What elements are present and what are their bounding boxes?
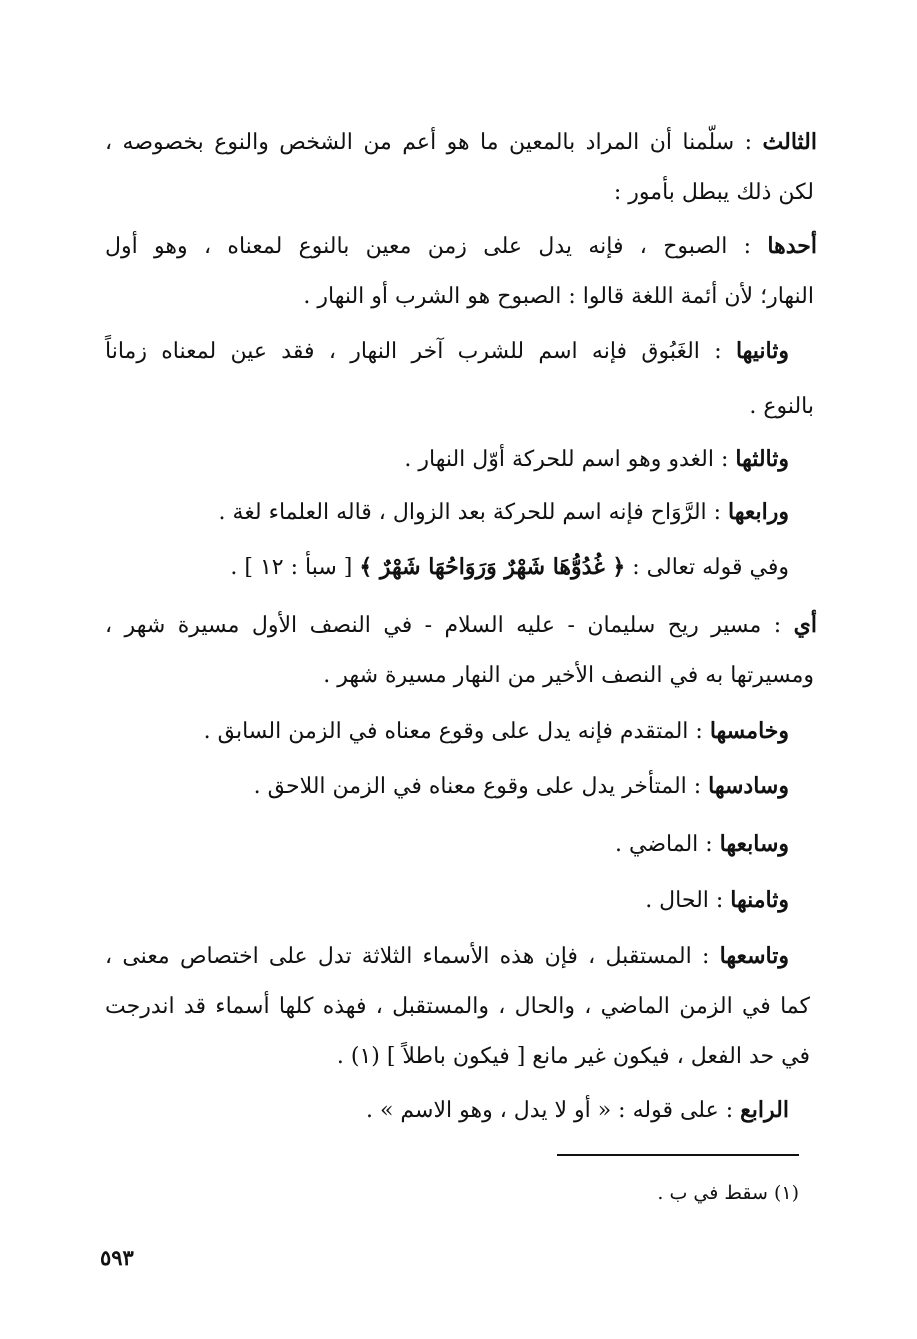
text-line: [105, 610, 817, 641]
line-text: : الغدو وهو اسم للحركة أوّل النهار .: [404, 447, 736, 472]
text-line: [77, 444, 789, 475]
line-text: : المستقبل ، فإن هذه الأسماء الثلاثة تدل على اختصاص معنى ،: [105, 944, 720, 969]
text-line: [77, 552, 789, 583]
page-number: ٥٩٣: [100, 1245, 134, 1270]
line-text: النهار؛ لأن أئمة اللغة قالوا : الصبوح هو الشرب أو النهار .: [303, 284, 814, 309]
line-text: كما في الزمن الماضي ، والحال ، والمستقبل ، فهذه كلها أسماء قد اندرجت: [105, 994, 810, 1019]
text-line: [105, 231, 817, 262]
line-text: : الرَّوَاح فإنه اسم للحركة بعد الزوال ، قاله العلماء لغة .: [218, 500, 729, 525]
text-line: [102, 178, 814, 208]
footnote: (١) سقط في ب .: [657, 1182, 799, 1204]
text-line: [77, 1095, 789, 1126]
line-lead: وسادسها: [708, 773, 789, 799]
line-lead: وثامنها: [730, 887, 789, 913]
line-text: : الماضي .: [615, 832, 720, 857]
text-line: [102, 392, 814, 422]
text-line: [102, 282, 814, 312]
line-lead: وسابعها: [719, 831, 789, 857]
line-lead: ورابعها: [728, 499, 789, 525]
line-text: : سلّمنا أن المراد بالمعين ما هو أعم من الشخص والنوع بخصوصه ،: [105, 130, 763, 155]
line-text: لكن ذلك يبطل بأمور :: [613, 180, 814, 205]
line-text: : مسير ريح سليمان - عليه السلام - في النصف الأول مسيرة شهر ،: [105, 613, 794, 638]
line-text: : على قوله : « أو لا يدل ، وهو الاسم » .: [365, 1098, 741, 1123]
line-lead: الثالث: [762, 129, 817, 155]
text-line: [77, 716, 789, 747]
text-line: [105, 336, 789, 367]
line-text: : الغَبُوق فإنه اسم للشرب آخر النهار ، فقد عين لمعناه زماناً: [105, 339, 736, 364]
footnote-separator: [557, 1154, 799, 1156]
verse-reference: [ سبأ : ١٢ ] .: [230, 555, 360, 580]
text-line: [105, 992, 810, 1022]
line-text: : المتأخر يدل على وقوع معناه في الزمن اللاحق .: [253, 774, 709, 799]
text-line: [102, 661, 814, 691]
line-text: في حد الفعل ، فيكون غير مانع [ فيكون باطلاً ]: [379, 1044, 810, 1069]
line-text: ومسيرتها به في النصف الأخير من النهار مسيرة شهر .: [323, 663, 814, 688]
line-lead: وثالثها: [735, 446, 789, 472]
line-lead: وثانيها: [735, 338, 789, 364]
quran-verse: ﴿ غُدُوُّهَا شَهْرٌ وَرَوَاحُهَا شَهْرٌ ﴾: [359, 554, 626, 580]
text-line: [105, 127, 817, 158]
line-text: : الحال .: [645, 888, 731, 913]
line-lead: الرابع: [740, 1097, 789, 1123]
text-line: [77, 829, 789, 860]
footnote-ref: (١) .: [336, 1044, 380, 1069]
line-lead: وتاسعها: [719, 943, 789, 969]
line-text: وفي قوله تعالى :: [625, 555, 789, 580]
text-line: [77, 771, 789, 802]
line-lead: وخامسها: [709, 718, 789, 744]
text-line: [77, 497, 789, 528]
line-text: بالنوع .: [749, 394, 814, 419]
text-line: [77, 885, 789, 916]
line-text: : المتقدم فإنه يدل على وقوع معناه في الزمن السابق .: [203, 719, 710, 744]
line-lead: أحدها: [767, 233, 817, 259]
text-line: [105, 941, 789, 972]
text-line: [98, 1042, 810, 1072]
line-text: : الصبوح ، فإنه يدل على زمن معين بالنوع لمعناه ، وهو أول: [105, 234, 768, 259]
line-lead: أي: [793, 612, 817, 638]
